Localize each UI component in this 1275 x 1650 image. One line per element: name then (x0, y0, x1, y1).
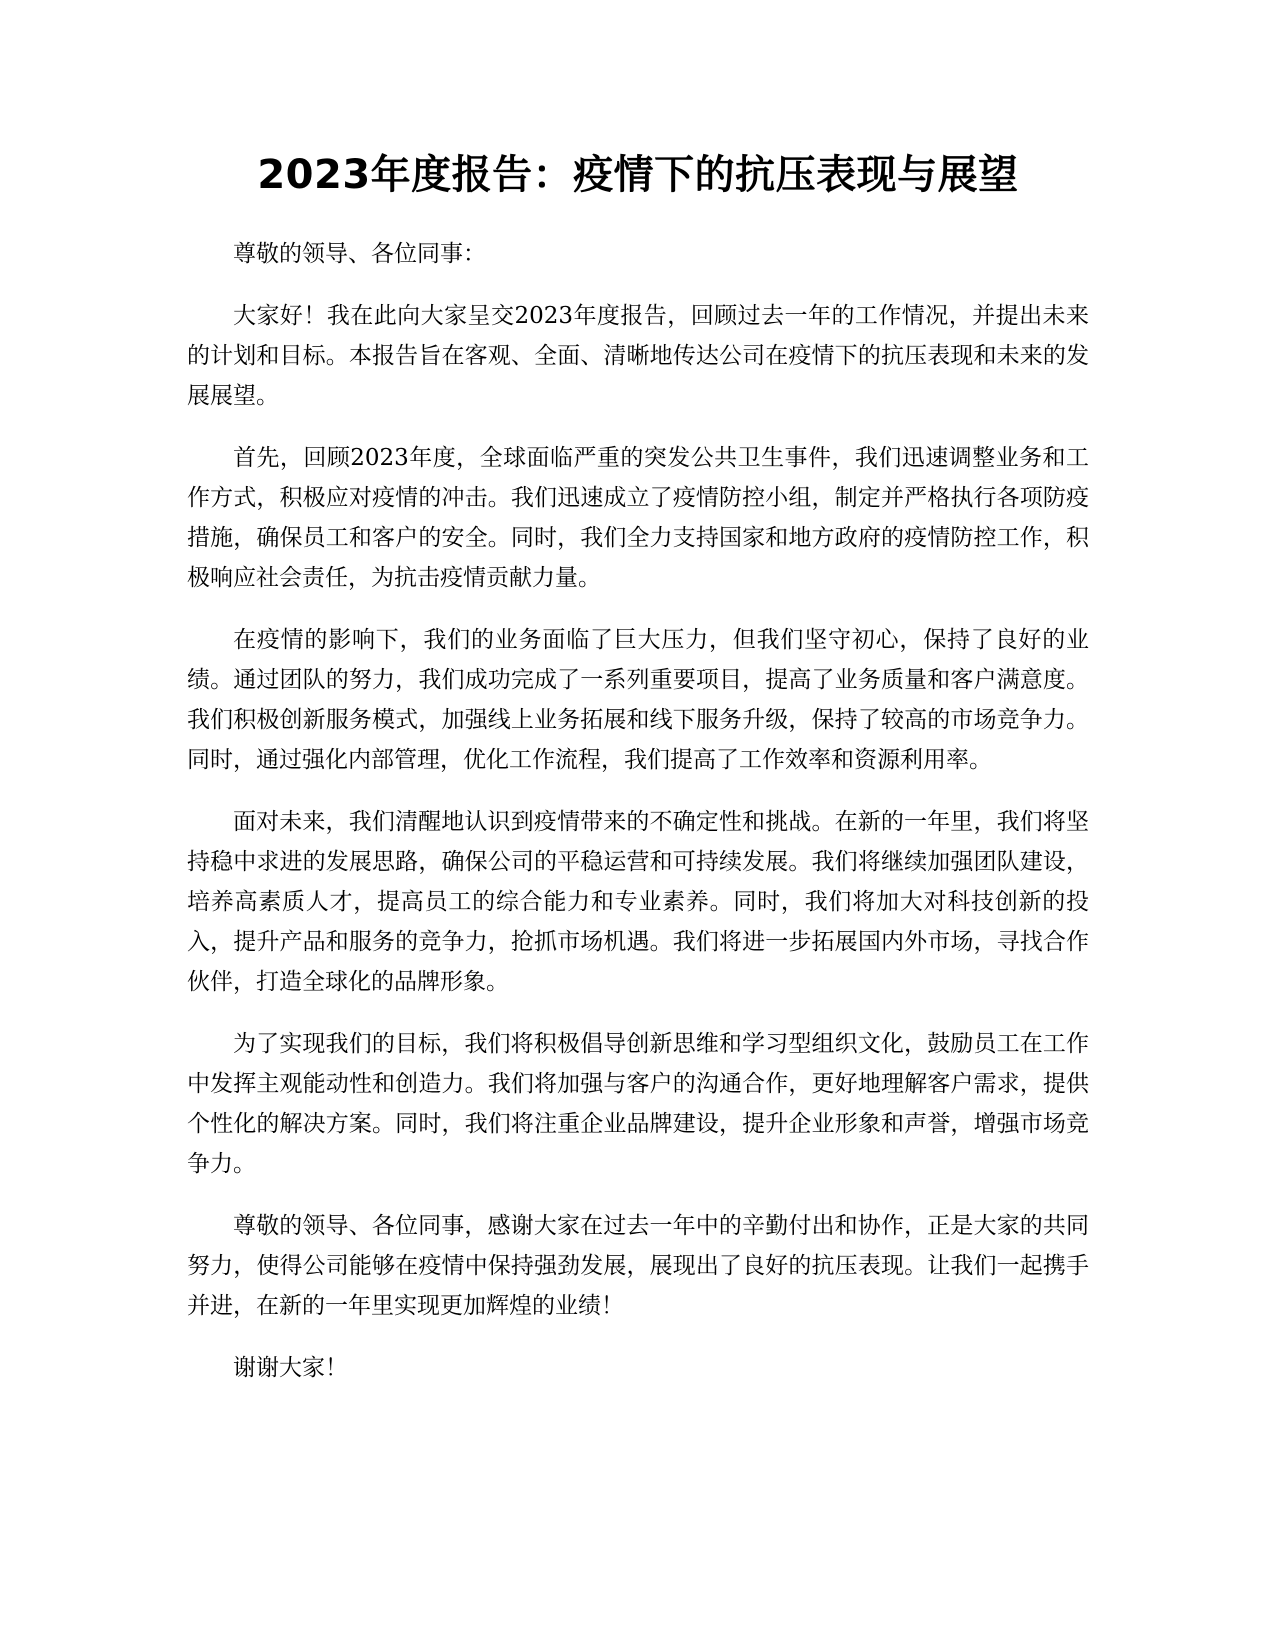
body-paragraph-6: 尊敬的领导、各位同事，感谢大家在过去一年中的辛勤付出和协作，正是大家的共同努力，使得公司能够在疫情中保持强劲发展，展现出了良好的抗压表现。让我们一起携手并进，在新的一年里实现更加辉煌的业绩！ (187, 1213, 1089, 1319)
document-title: 2023年度报告：疫情下的抗压表现与展望 (257, 152, 1019, 198)
body-paragraph-4: 面对未来，我们清醒地认识到疫情带来的不确定性和挑战。在新的一年里，我们将坚持稳中求进的发展思路，确保公司的平稳运营和可持续发展。我们将继续加强团队建设，培养高素质人才，提高员工的综合能力和专业素养。同时，我们将加大对科技创新的投入，提升产品和服务的竞争力，抢抓市场机遇。我们将进一步拓展国内外市场，寻找合作伙伴，打造全球化的品牌形象。 (187, 809, 1089, 995)
closing-paragraph: 谢谢大家！ (233, 1355, 348, 1381)
body-paragraph-1: 大家好！我在此向大家呈交2023年度报告，回顾过去一年的工作情况，并提出未来的计划和目标。本报告旨在客观、全面、清晰地传达公司在疫情下的抗压表现和未来的发展展望。 (187, 303, 1089, 409)
body-paragraph-3: 在疫情的影响下，我们的业务面临了巨大压力，但我们坚守初心，保持了良好的业绩。通过团队的努力，我们成功完成了一系列重要项目，提高了业务质量和客户满意度。我们积极创新服务模式，加强线上业务拓展和线下服务升级，保持了较高的市场竞争力。同时，通过强化内部管理，优化工作流程，我们提高了工作效率和资源利用率。 (187, 627, 1089, 773)
body-paragraph-5: 为了实现我们的目标，我们将积极倡导创新思维和学习型组织文化，鼓励员工在工作中发挥主观能动性和创造力。我们将加强与客户的沟通合作，更好地理解客户需求，提供个性化的解决方案。同时，我们将注重企业品牌建设，提升企业形象和声誉，增强市场竞争力。 (187, 1031, 1089, 1177)
salutation-paragraph: 尊敬的领导、各位同事： (233, 241, 486, 267)
body-paragraph-2: 首先，回顾2023年度，全球面临严重的突发公共卫生事件，我们迅速调整业务和工作方式，积极应对疫情的冲击。我们迅速成立了疫情防控小组，制定并严格执行各项防疫措施，确保员工和客户的安全。同时，我们全力支持国家和地方政府的疫情防控工作，积极响应社会责任，为抗击疫情贡献力量。 (187, 445, 1089, 591)
